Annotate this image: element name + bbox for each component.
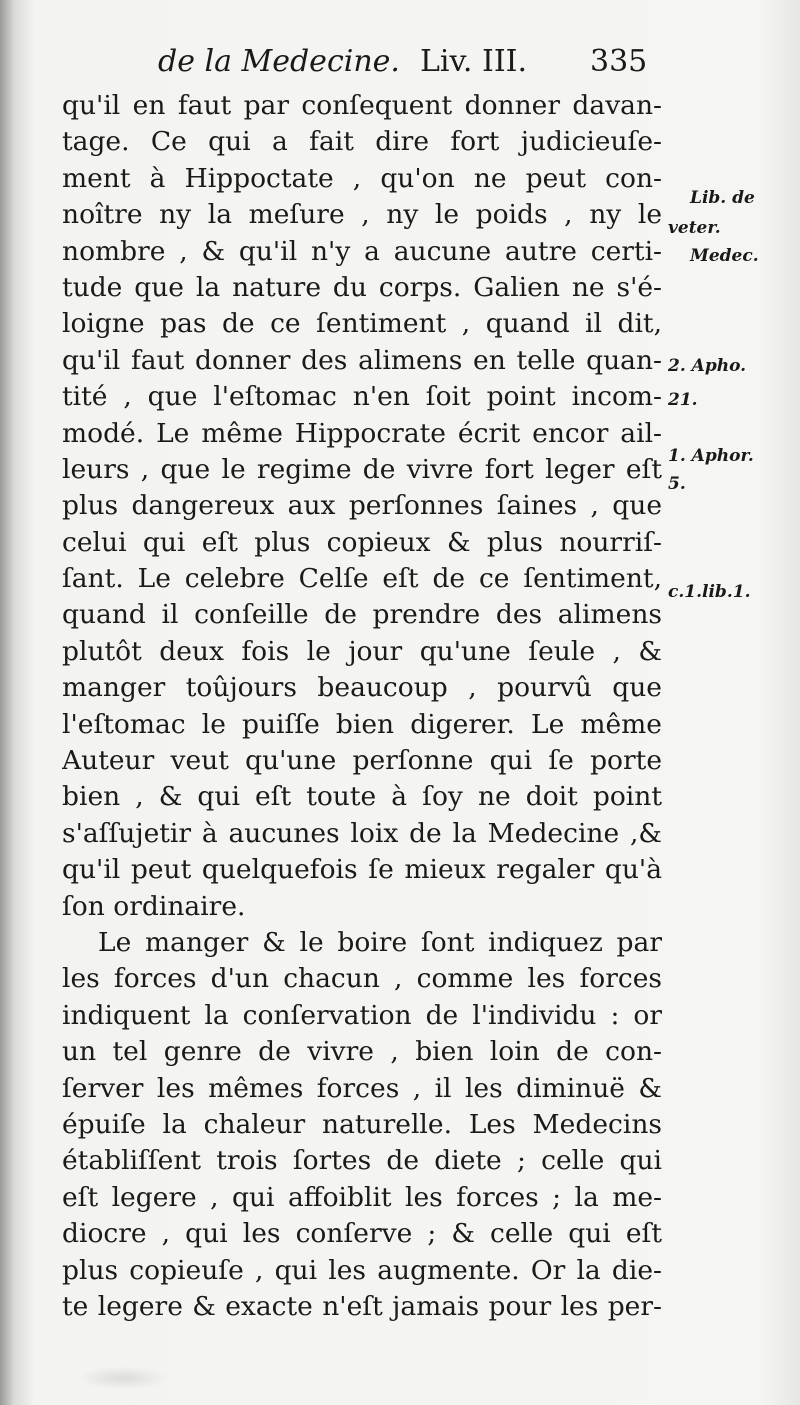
- text-line: les forces d'un chacun , comme les forces: [62, 963, 662, 995]
- text-line: eſt legere , qui affoiblit les forces ; la me-: [62, 1181, 662, 1213]
- text-line: tude que la nature du corps. Galien ne s'é-: [62, 271, 662, 303]
- text-line: ſon ordinaire.: [62, 890, 246, 922]
- text-line: établiſſent trois ſortes de diete ; celle qui: [62, 1145, 662, 1177]
- margin-note-lib-de: Lib. de: [690, 188, 755, 208]
- text-line: un tel genre de vivre , bien loin de con-: [62, 1036, 662, 1068]
- text-line: ment à Hippoctate , qu'on ne peut con-: [62, 162, 662, 194]
- margin-note-medec: Medec.: [690, 246, 759, 266]
- text-line: nombre , & qu'il n'y a aucune autre certi-: [62, 235, 662, 267]
- text-line: épuiſe la chaleur naturelle. Les Medecins: [62, 1108, 662, 1140]
- ink-smudge: [78, 1366, 168, 1390]
- margin-note-apho-21: 21.: [668, 390, 698, 410]
- text-line: indiquent la conſervation de l'individu : or: [62, 999, 662, 1031]
- book-number: Liv. III.: [420, 44, 528, 79]
- text-line: quand il conſeille de prendre des alimens: [62, 599, 662, 631]
- text-line: noître ny la meſure , ny le poids , ny le: [62, 199, 662, 231]
- text-line: tage. Ce qui a fait dire fort judicieuſe-: [62, 126, 662, 158]
- text-line: diocre , qui les conſerve ; & celle qui eſt: [62, 1218, 662, 1250]
- margin-note-apho-2: 2. Apho.: [668, 356, 747, 376]
- text-line: celui qui eſt plus copieux & plus nourriſ-: [62, 526, 662, 558]
- text-line: l'eſtomac le puiſſe bien digerer. Le même: [62, 708, 662, 740]
- text-line: plutôt deux fois le jour qu'une ſeule , &: [62, 635, 662, 667]
- text-line: te legere & exacte n'eſt jamais pour les per-: [62, 1290, 662, 1322]
- text-line: qu'il peut quelquefois ſe mieux regaler qu'à: [62, 854, 662, 886]
- text-line: manger toûjours beaucoup , pourvû que: [62, 672, 662, 704]
- text-line: plus copieuſe , qui les augmente. Or la die-: [62, 1254, 662, 1286]
- text-line: plus dangereux aux perſonnes ſaines , que: [62, 490, 662, 522]
- text-line: tité , que l'eſtomac n'en ſoit point incom-: [62, 381, 662, 413]
- paragraph-start-line: Le manger & le boire ſont indiquez par: [98, 926, 662, 958]
- text-line: Auteur veut qu'une perſonne qui ſe porte: [62, 745, 662, 777]
- text-line: leurs , que le regime de vivre fort leger eſt: [62, 453, 662, 485]
- margin-note-aphor-1: 1. Aphor.: [668, 446, 754, 466]
- text-line: loigne pas de ce ſentiment , quand il dit,: [62, 308, 662, 340]
- text-line: bien , & qui eſt toute à ſoy ne doit point: [62, 781, 662, 813]
- margin-note-aphor-5: 5.: [668, 474, 686, 494]
- text-line: qu'il faut donner des alimens en telle quan-: [62, 344, 662, 376]
- text-line: ſant. Le celebre Celſe eſt de ce ſentiment,: [62, 563, 662, 595]
- text-line: s'aſſujetir à aucunes loix de la Medecine ,&: [62, 817, 662, 849]
- text-line: modé. Le même Hippocrate écrit encor ail-: [62, 417, 662, 449]
- margin-note-veter: veter.: [668, 218, 721, 238]
- margin-note-c-lib: c.1.lib.1.: [668, 582, 751, 602]
- running-title: de la Medecine.: [158, 44, 400, 79]
- text-line: qu'il en faut par conſequent donner davan-: [62, 90, 662, 121]
- page-number: 335: [590, 44, 648, 79]
- text-line: ſerver les mêmes forces , il les diminuë &: [62, 1072, 662, 1104]
